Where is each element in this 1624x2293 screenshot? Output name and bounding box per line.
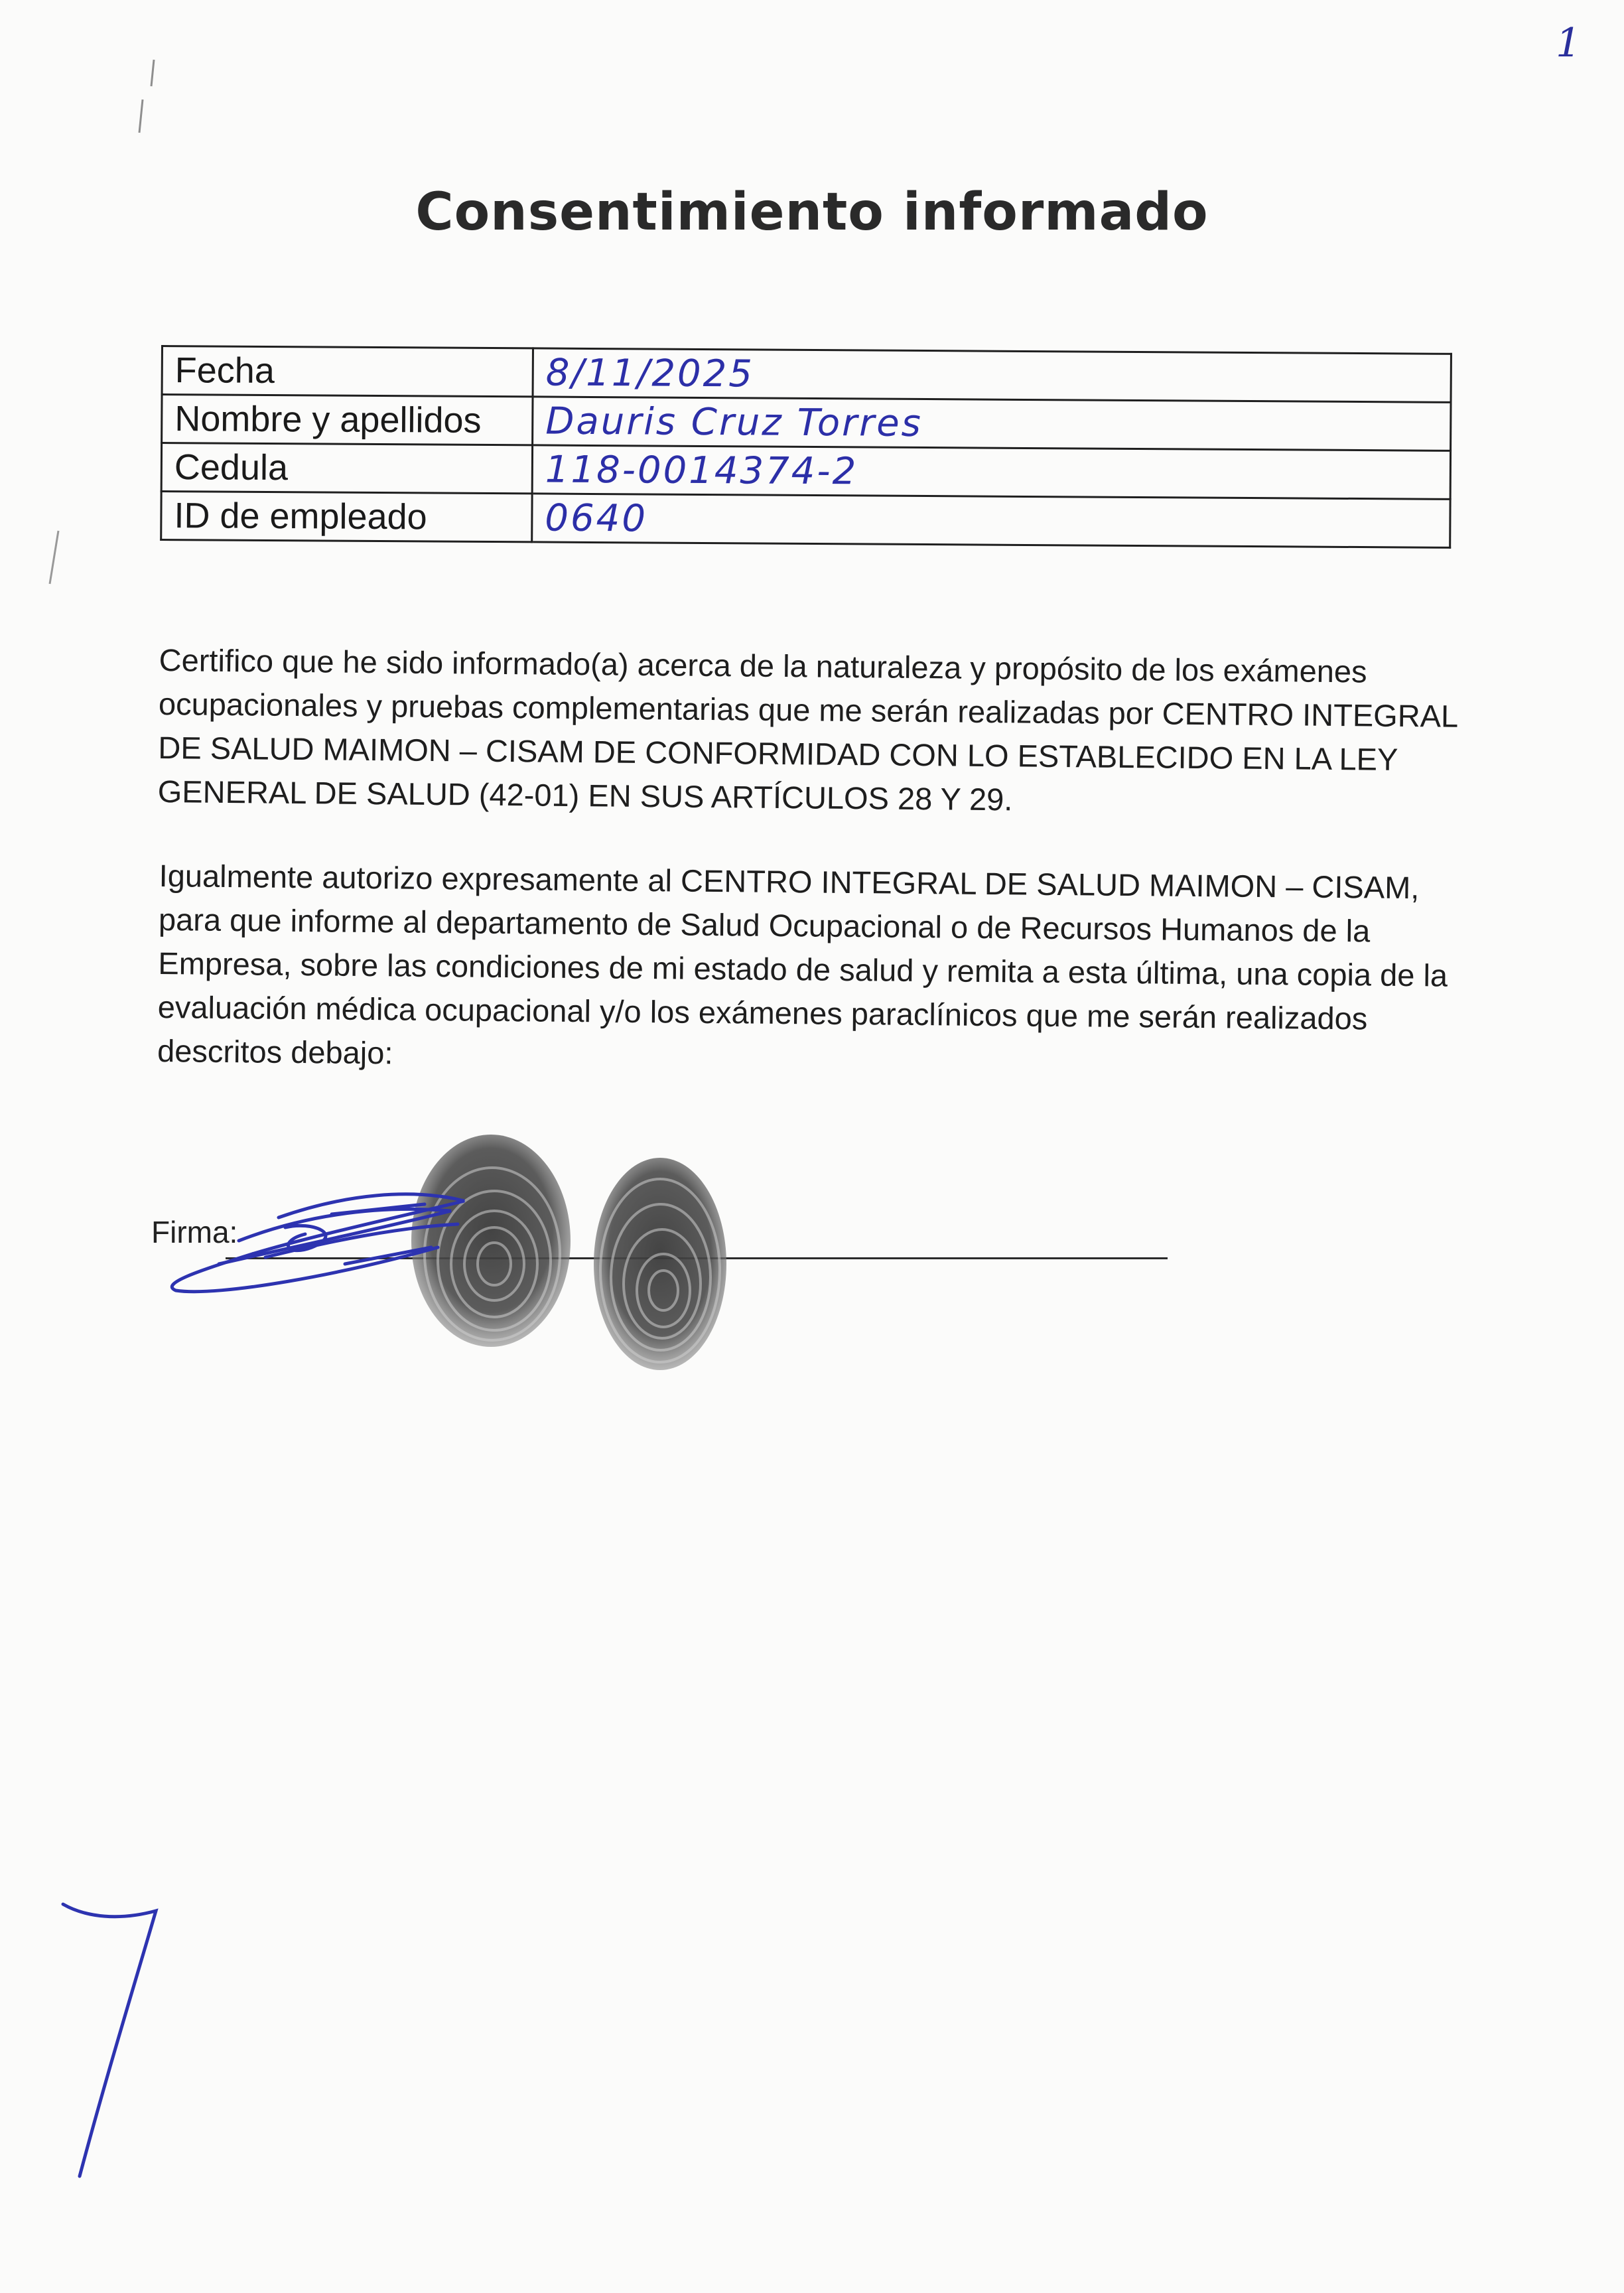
table-row-fecha [162, 346, 1451, 403]
row-label: Fecha [162, 346, 533, 397]
signature-line [226, 1257, 1168, 1259]
table-row-nombre [162, 395, 1451, 451]
fingerprint-right [594, 1158, 726, 1370]
table-row-id-empleado [161, 492, 1450, 548]
fingerprint-left [411, 1135, 571, 1347]
handwritten-cedula-value: 118-0014374-2 [532, 445, 1450, 499]
margin-pen-mark [50, 531, 58, 584]
row-label: ID de empleado [161, 492, 532, 542]
consent-paragraph-1: Certifico que he sido informado(a) acerca de la naturaleza y propósito de los exámenes ocupacionales y pruebas complementarias que me serán realizadas por CENTRO INTEGRAL DE SALUD MAIMON – CISAM DE CONFORMIDAD CON LO ESTABLECIDO EN LA LEY GENERAL DE SALUD (42-01) EN SUS ARTÍCULOS 28 Y 29. [157, 642, 1457, 817]
table-row-cedula [161, 443, 1450, 500]
page-title: Consentimiento informado [415, 182, 1209, 242]
handwritten-date-value: 8/11/2025 [533, 348, 1451, 402]
handwritten-seven-mark [63, 1904, 156, 2176]
row-label: Cedula [161, 443, 532, 494]
consent-paragraph-2: Igualmente autorizo expresamente al CENTRO INTEGRAL DE SALUD MAIMON – CISAM, para que informe al departamento de Salud Ocupacional o de Recursos Humanos de la Empresa, sobre las condiciones de mi estado de salud y remita a esta última, una copia de la evaluación médica ocupacional y/o los exámenes paraclínicos que me serán realizados descritos debajo: [157, 857, 1448, 1071]
personal-info-table [160, 345, 1452, 549]
signature-label: Firma: [151, 1215, 238, 1249]
handwritten-name-value: Dauris Cruz Torres [533, 397, 1451, 451]
page-number: 1 [1556, 20, 1582, 66]
margin-pen-mark [139, 60, 154, 133]
row-label: Nombre y apellidos [162, 395, 533, 445]
handwritten-employee-id-value: 0640 [532, 494, 1450, 547]
